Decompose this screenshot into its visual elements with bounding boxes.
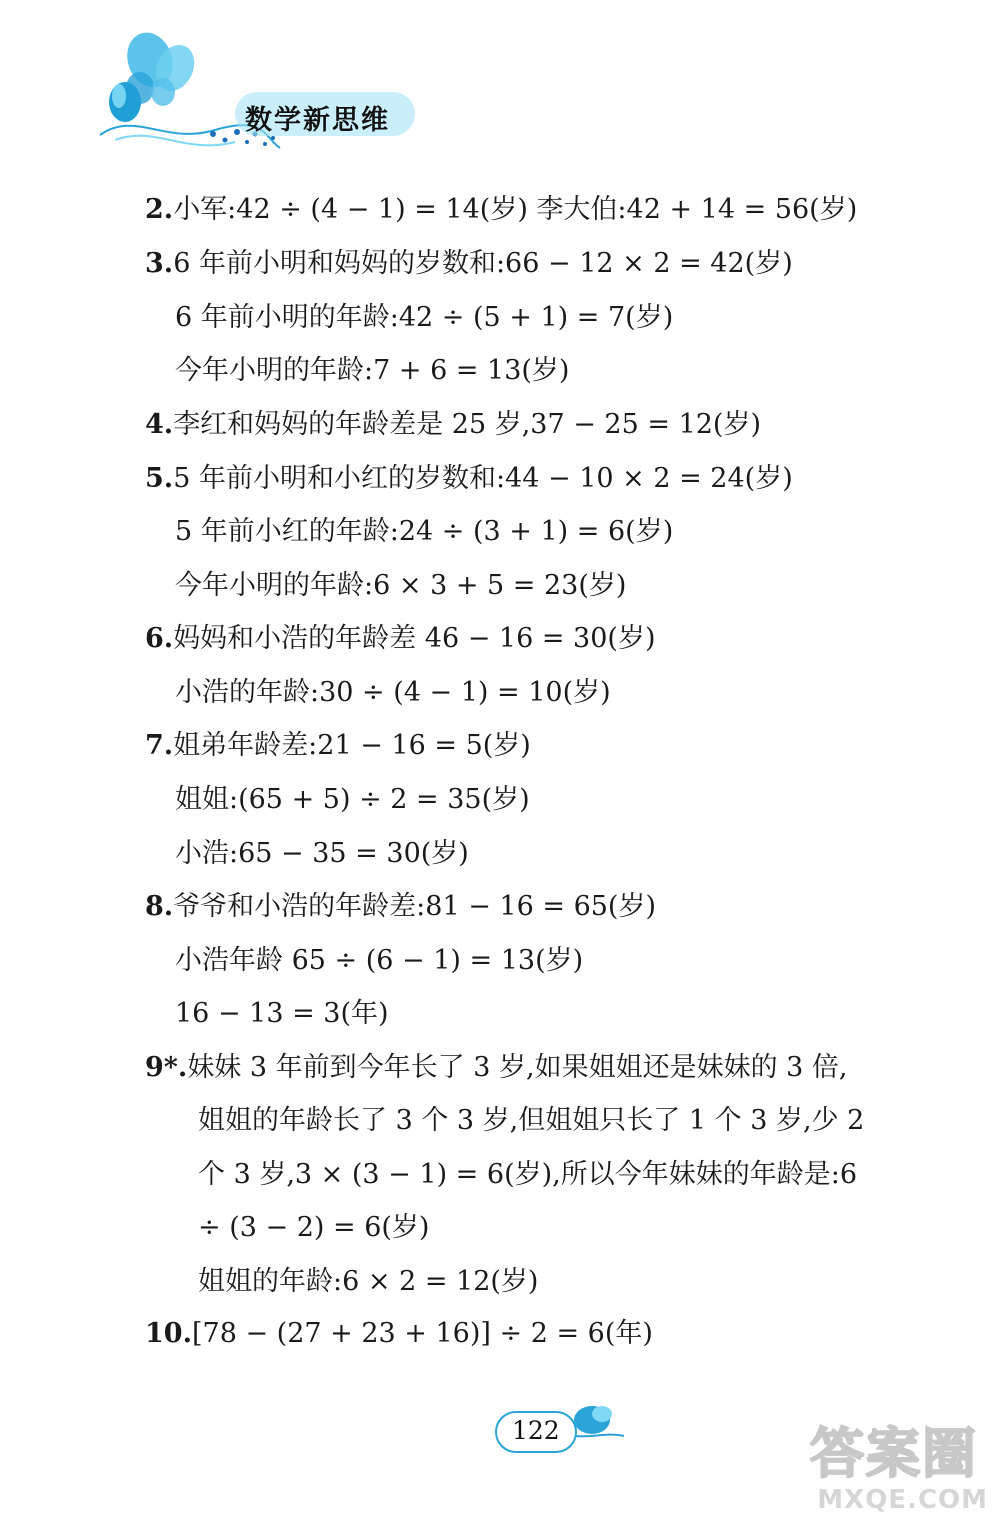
- answer-text: 16 − 13 = 3(年): [175, 998, 389, 1029]
- answer-text: 妈妈和小浩的年龄差 46 − 16 = 30(岁): [173, 623, 656, 654]
- answer-text: 小军:42 ÷ (4 − 1) = 14(岁) 李大伯:42 + 14 = 56(岁): [173, 194, 858, 225]
- answer-line: [145, 250, 793, 277]
- answer-line: [198, 1214, 429, 1241]
- answer-line: [175, 840, 469, 867]
- answer-line: [175, 572, 626, 599]
- answer-text: 今年小明的年龄:6 × 3 + 5 = 23(岁): [175, 570, 627, 601]
- answer-line: [198, 1161, 857, 1188]
- answer-text: 6 年前小明和妈妈的岁数和:66 − 12 × 2 = 42(岁): [173, 248, 793, 279]
- answer-line: [145, 625, 655, 652]
- answer-text: 姐弟年龄差:21 − 16 = 5(岁): [173, 730, 531, 761]
- header-decoration: [95, 30, 455, 160]
- watermark-logo-text: 答案圈: [810, 1422, 978, 1485]
- book-title: 数学新思维: [245, 105, 390, 136]
- question-number: 10.: [145, 1318, 192, 1349]
- answer-line: [145, 732, 531, 759]
- answer-text: 姐姐的年龄:6 × 2 = 12(岁): [198, 1266, 539, 1297]
- answer-line: [175, 786, 530, 813]
- butterfly-flower-illustration: [95, 30, 455, 160]
- page-number: 122: [512, 1416, 560, 1445]
- answer-text: 姐姐:(65 + 5) ÷ 2 = 35(岁): [175, 784, 530, 815]
- answer-text: 小浩:65 − 35 = 30(岁): [175, 838, 469, 869]
- answer-text: 5 年前小红的年龄:24 ÷ (3 + 1) = 6(岁): [175, 516, 674, 547]
- answer-line: [145, 1054, 848, 1081]
- answer-line: [175, 679, 611, 706]
- answer-text: 个 3 岁,3 × (3 − 1) = 6(岁),所以今年妹妹的年龄是:6: [198, 1159, 857, 1190]
- answer-line: [175, 947, 583, 974]
- answer-line: [175, 304, 673, 331]
- site-watermark: [802, 1407, 992, 1517]
- answer-text: 爷爷和小浩的年龄差:81 − 16 = 65(岁): [173, 891, 656, 922]
- answer-text: 妹妹 3 年前到今年长了 3 岁,如果姐姐还是妹妹的 3 倍,: [187, 1052, 848, 1083]
- answer-text: ÷ (3 − 2) = 6(岁): [198, 1212, 430, 1243]
- answer-line: [145, 411, 761, 438]
- answer-text: 6 年前小明的年龄:42 ÷ (5 + 1) = 7(岁): [175, 302, 674, 333]
- answer-text: 今年小明的年龄:7 + 6 = 13(岁): [175, 355, 570, 386]
- answer-line: [145, 465, 793, 492]
- answer-line: [175, 357, 569, 384]
- question-number: 8.: [145, 891, 174, 922]
- answer-line: [175, 518, 673, 545]
- page-footer: [492, 1392, 642, 1462]
- answer-text: 李红和妈妈的年龄差是 25 岁,37 − 25 = 12(岁): [173, 409, 762, 440]
- answer-line: [198, 1268, 538, 1295]
- watermark-domain: MXQE.COM: [817, 1485, 988, 1515]
- answer-text: 小浩的年龄:30 ÷ (4 − 1) = 10(岁): [175, 677, 611, 708]
- question-number: 2.: [145, 194, 174, 225]
- answer-text: 小浩年龄 65 ÷ (6 − 1) = 13(岁): [175, 945, 584, 976]
- answer-text: [78 − (27 + 23 + 16)] ÷ 2 = 6(年): [191, 1318, 653, 1349]
- answer-line: [175, 1000, 389, 1027]
- question-number: 9*.: [145, 1052, 188, 1083]
- question-number: 4.: [145, 409, 174, 440]
- answer-line: [145, 1320, 653, 1347]
- question-number: 6.: [145, 623, 174, 654]
- answer-line: [145, 196, 857, 223]
- question-number: 5.: [145, 463, 174, 494]
- answer-line: [198, 1107, 864, 1134]
- answer-line: [145, 893, 656, 920]
- question-number: 7.: [145, 730, 174, 761]
- answer-text: 姐姐的年龄长了 3 个 3 岁,但姐姐只长了 1 个 3 岁,少 2: [198, 1105, 865, 1136]
- question-number: 3.: [145, 248, 174, 279]
- answer-text: 5 年前小明和小红的岁数和:44 − 10 × 2 = 24(岁): [173, 463, 793, 494]
